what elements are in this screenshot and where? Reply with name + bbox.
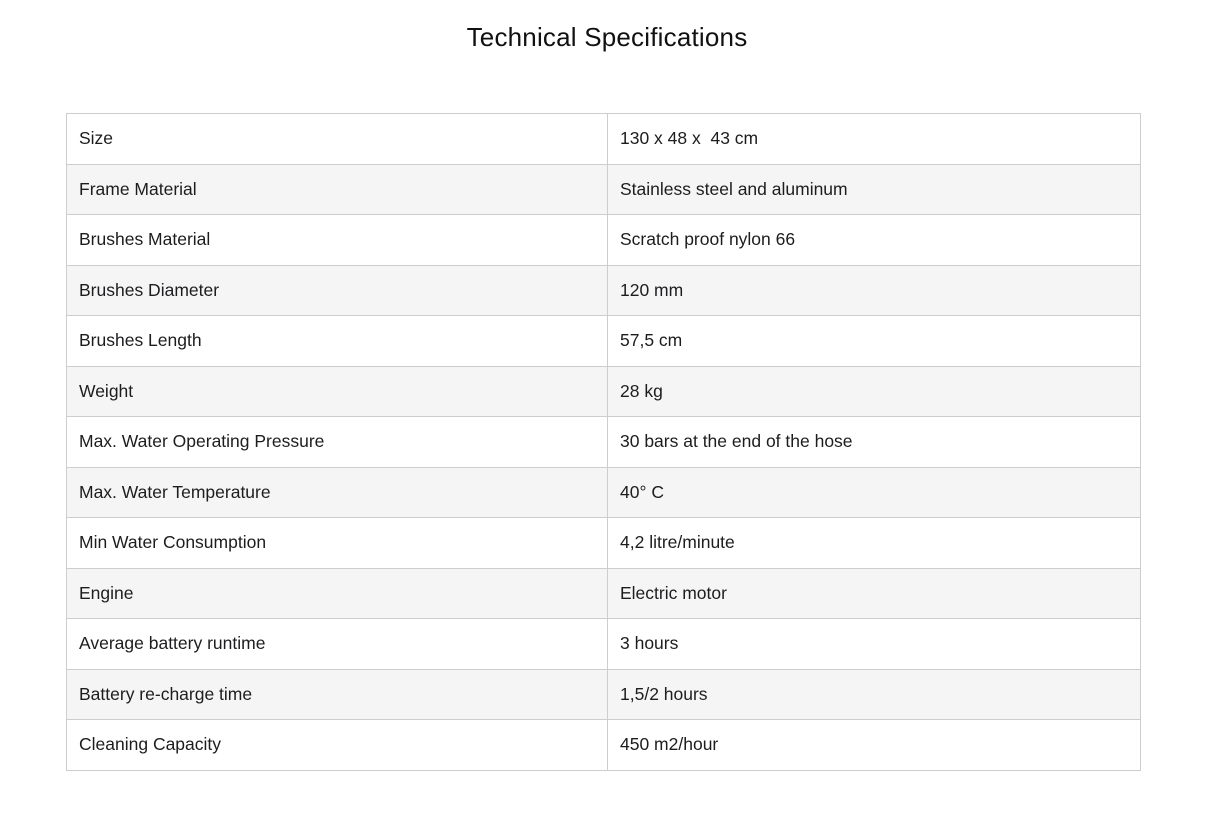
spec-row-average-battery-runtime	[67, 619, 1140, 670]
spec-label: Size	[67, 114, 608, 164]
spec-value: 3 hours	[620, 633, 679, 654]
spec-value: Scratch proof nylon 66	[620, 229, 796, 250]
spec-row-size	[67, 114, 1140, 165]
spec-row-weight	[67, 367, 1140, 418]
spec-label: Weight	[67, 367, 608, 417]
spec-label: Engine	[67, 569, 608, 619]
spec-label: Brushes Material	[67, 215, 608, 265]
spec-label: Max. Water Operating Pressure	[67, 417, 608, 467]
spec-label: Average battery runtime	[67, 619, 608, 669]
spec-label: Min Water Consumption	[67, 518, 608, 568]
spec-row-max-water-temperature	[67, 468, 1140, 519]
spec-row-brushes-material	[67, 215, 1140, 266]
spec-row-min-water-consumption	[67, 518, 1140, 569]
spec-label: Frame Material	[67, 165, 608, 215]
spec-value: 40° C	[620, 481, 664, 502]
spec-label: Cleaning Capacity	[67, 720, 608, 770]
spec-row-engine	[67, 569, 1140, 620]
spec-value: 28 kg	[620, 380, 663, 401]
spec-row-frame-material	[67, 165, 1140, 216]
spec-value: Stainless steel and aluminum	[620, 178, 848, 199]
spec-label: Battery re-charge time	[67, 670, 608, 720]
spec-value: 30 bars at the end of the hose	[620, 431, 853, 452]
spec-value: 450 m2/hour	[620, 734, 719, 755]
spec-label: Brushes Length	[67, 316, 608, 366]
spec-label: Brushes Diameter	[67, 266, 608, 316]
spec-table	[66, 113, 1141, 771]
page-title: Technical Specifications	[466, 22, 748, 52]
spec-value: 120 mm	[620, 279, 684, 300]
spec-value: 57,5 cm	[620, 330, 683, 351]
spec-row-cleaning-capacity	[67, 720, 1140, 771]
spec-row-brushes-diameter	[67, 266, 1140, 317]
spec-value: 4,2 litre/minute	[620, 532, 735, 553]
spec-row-brushes-length	[67, 316, 1140, 367]
spec-value: Electric motor	[620, 582, 727, 603]
spec-label: Max. Water Temperature	[67, 468, 608, 518]
spec-value: 1,5/2 hours	[620, 683, 708, 704]
spec-value: 130 x 48 x 43 cm	[620, 128, 759, 149]
spec-row-battery-recharge-time	[67, 670, 1140, 721]
spec-row-max-water-operating-pressure	[67, 417, 1140, 468]
